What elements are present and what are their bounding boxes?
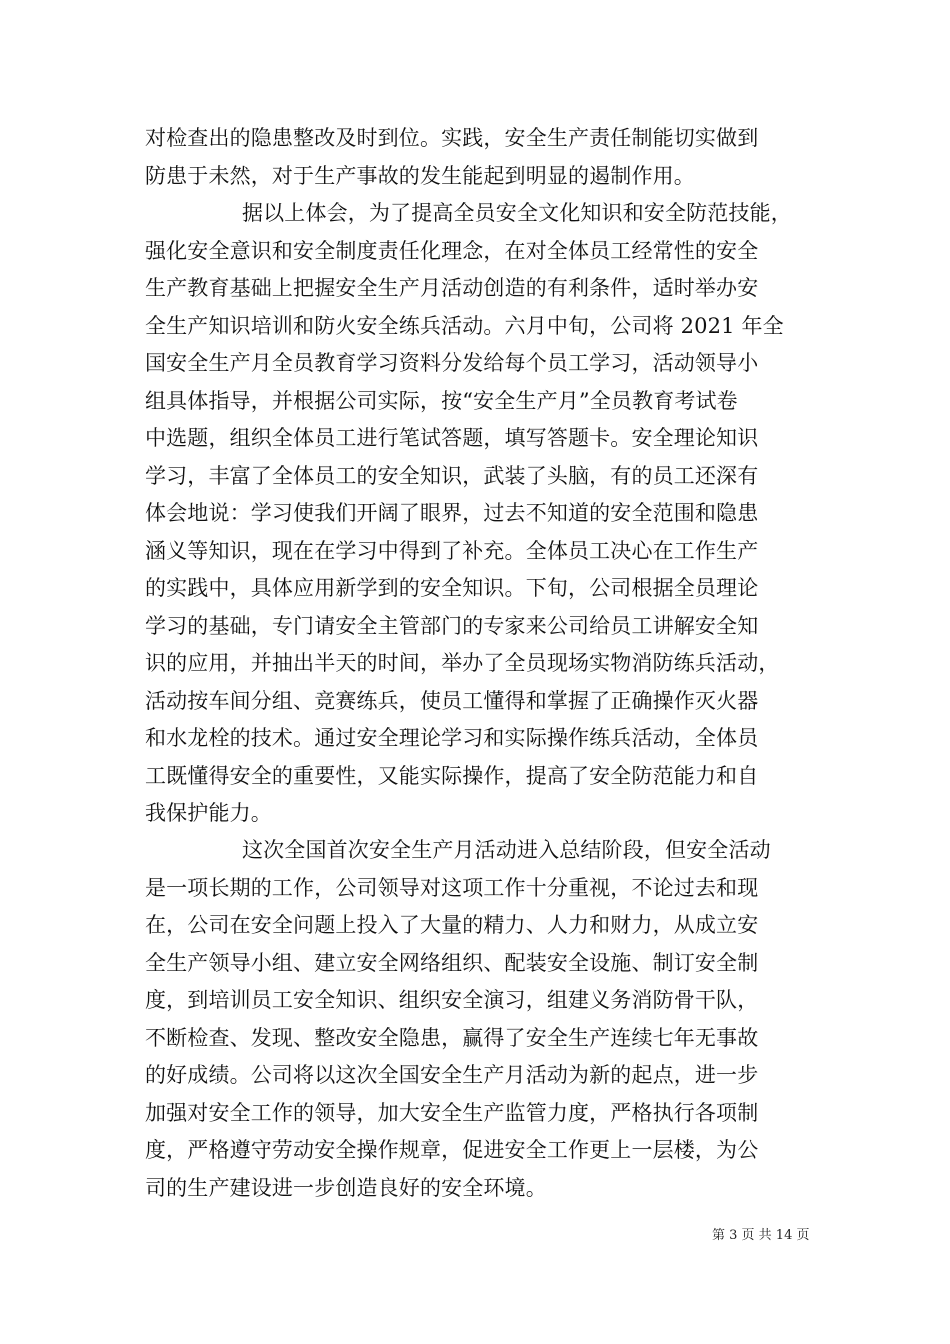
paragraph-line: 全生产领导小组、建立安全网络组织、配装安全设施、制订安全制: [145, 950, 759, 975]
paragraph-first-line: 这次全国首次安全生产月活动进入总结阶段，但安全活动: [242, 838, 771, 862]
paragraph-line: 全生产知识培训和防火安全练兵活动。六月中旬，公司将 2021 年全: [145, 313, 784, 338]
paragraph-line: 强化安全意识和安全制度责任化理念，在对全体员工经常性的安全: [145, 238, 759, 263]
paragraph-line: 活动按车间分组、竞赛练兵，使员工懂得和掌握了正确操作灭火器: [145, 688, 759, 713]
paragraph-line: 学习，丰富了全体员工的安全知识，武装了头脑，有的员工还深有: [145, 463, 759, 488]
page-number: [712, 1228, 809, 1244]
paragraph-line: 的实践中，具体应用新学到的安全知识。下旬，公司根据全员理论: [145, 576, 759, 600]
paragraph-line: 生产教育基础上把握安全生产月活动创造的有利条件，适时举办安: [145, 276, 759, 300]
paragraph-3: [145, 832, 810, 1207]
paragraph-line: 的好成绩。公司将以这次全国安全生产月活动为新的起点，进一步: [145, 1063, 759, 1087]
paragraph-1: [145, 120, 810, 195]
paragraph-line: 度，到培训员工安全知识、组织安全演习，组建义务消防骨干队，: [145, 988, 759, 1012]
paragraph-line: 中选题，组织全体员工进行笔试答题，填写答题卡。安全理论知识: [145, 426, 759, 450]
paragraph-first-line: 据以上体会，为了提高全员安全文化知识和安全防范技能，: [242, 201, 792, 225]
paragraph-line: 防患于未然，对于生产事故的发生能起到明显的遏制作用。: [145, 163, 695, 188]
paragraph-line: 国安全生产月全员教育学习资料分发给每个员工学习，活动领导小: [145, 351, 759, 375]
paragraph-line: 是一项长期的工作，公司领导对这项工作十分重视，不论过去和现: [145, 875, 759, 900]
paragraph-line: 度，严格遵守劳动安全操作规章，促进安全工作更上一层楼，为公: [145, 1138, 759, 1162]
paragraph-line: 涵义等知识，现在在学习中得到了补充。全体员工决心在工作生产: [145, 538, 759, 563]
paragraph-line: 工既懂得安全的重要性，又能实际操作，提高了安全防范能力和自: [145, 763, 759, 788]
paragraph-line: 我保护能力。: [145, 801, 272, 825]
paragraph-line: 对检查出的隐患整改及时到位。实践，安全生产责任制能切实做到: [145, 126, 759, 150]
paragraph-line: 体会地说：学习使我们开阔了眼界，过去不知道的安全范围和隐患: [145, 501, 759, 525]
paragraph-line: 在，公司在安全问题上投入了大量的精力、人力和财力，从成立安: [145, 913, 759, 937]
page-number-label: 第 3 页 共 14 页: [712, 1228, 810, 1243]
paragraph-line: 组具体指导，并根据公司实际，按“安全生产月”全员教育考试卷: [145, 388, 738, 413]
paragraph-line: 学习的基础，专门请安全主管部门的专家来公司给员工讲解安全知: [145, 613, 759, 638]
paragraph-line: 司的生产建设进一步创造良好的安全环境。: [145, 1175, 547, 1200]
paragraph-line: 和水龙栓的技术。通过安全理论学习和实际操作练兵活动，全体员: [145, 726, 759, 750]
paragraph-line: 不断检查、发现、整改安全隐患，赢得了安全生产连续七年无事故: [145, 1025, 759, 1050]
paragraph-line: 识的应用，并抽出半天的时间，举办了全员现场实物消防练兵活动，: [145, 651, 780, 675]
paragraph-2: [145, 195, 810, 833]
paragraph-line: 加强对安全工作的领导，加大安全生产监管力度，严格执行各项制: [145, 1100, 759, 1125]
